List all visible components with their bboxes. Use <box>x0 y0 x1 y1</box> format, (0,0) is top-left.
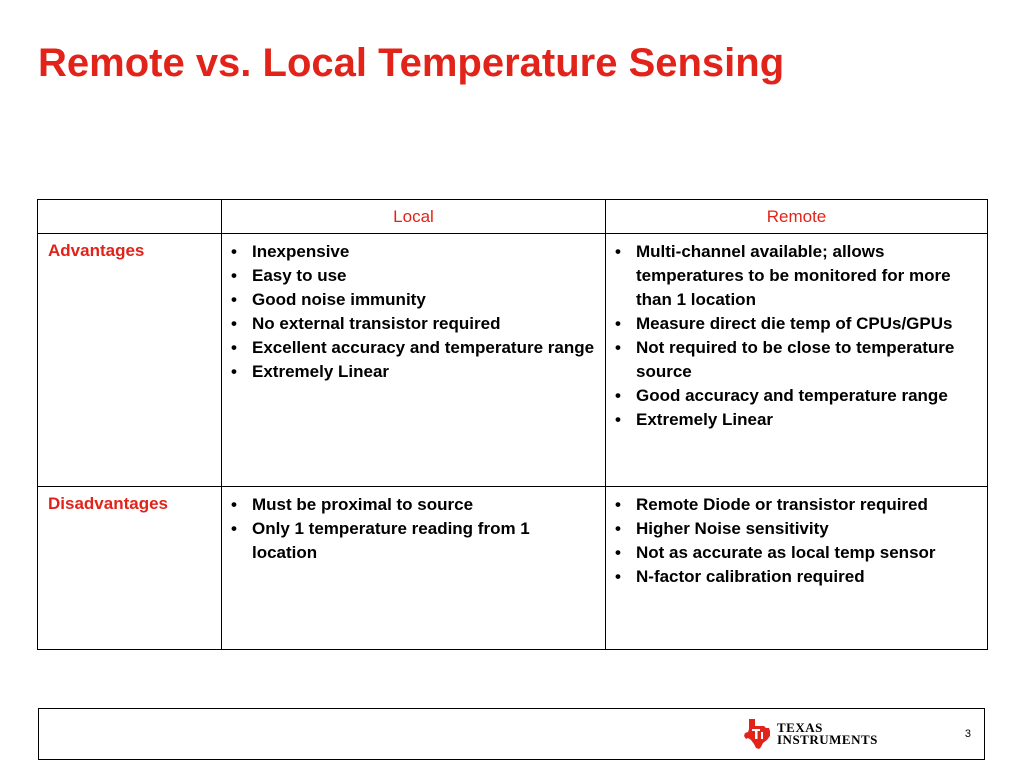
bullet-marker: • <box>231 495 237 514</box>
bullet-item <box>614 312 977 336</box>
bullet-item <box>230 312 595 336</box>
slide-title: Remote vs. Local Temperature Sensing <box>38 41 785 85</box>
disadvantages-remote-cell <box>606 487 988 650</box>
bullet-item <box>230 360 595 384</box>
bullet-text: Must be proximal to source <box>252 495 474 514</box>
bullet-item <box>230 493 595 517</box>
bullet-text: Only 1 temperature reading from 1 location <box>252 519 530 562</box>
bullet-marker: • <box>615 386 621 405</box>
bullet-text: Extremely Linear <box>252 362 390 381</box>
bullet-text: Remote Diode or transistor required <box>636 495 928 514</box>
row-label-advantages: Advantages <box>38 234 222 487</box>
bullet-text: Excellent accuracy and temperature range <box>252 338 595 357</box>
bullet-marker: • <box>615 543 621 562</box>
bullet-item <box>230 240 595 264</box>
advantages-local-list <box>230 240 595 384</box>
bullet-marker: • <box>231 290 237 309</box>
disadvantages-local-cell <box>222 487 606 650</box>
header-cell-remote: Remote <box>606 200 988 234</box>
table-row-disadvantages <box>38 487 988 650</box>
bullet-item <box>230 336 595 360</box>
bullet-marker: • <box>231 266 237 285</box>
bullet-marker: • <box>231 314 237 333</box>
bullet-item <box>614 240 977 312</box>
bullet-marker: • <box>615 567 621 586</box>
bullet-item <box>614 565 977 589</box>
bullet-item <box>230 264 595 288</box>
bullet-item <box>614 384 977 408</box>
bullet-text: N-factor calibration required <box>636 567 865 586</box>
disadvantages-local-list <box>230 493 595 565</box>
bullet-text: Higher Noise sensitivity <box>636 519 829 538</box>
bullet-marker: • <box>231 519 237 538</box>
bullet-item <box>614 541 977 565</box>
bullet-marker: • <box>615 242 621 261</box>
comparison-table <box>37 199 988 650</box>
bullet-item <box>614 517 977 541</box>
bullet-item <box>230 517 595 565</box>
row-label-disadvantages: Disadvantages <box>38 487 222 650</box>
bullet-text: Inexpensive <box>252 242 350 261</box>
table-row-advantages <box>38 234 988 487</box>
bullet-text: Not required to be close to temperature source <box>636 338 955 381</box>
bullet-text: Good accuracy and temperature range <box>636 386 948 405</box>
bullet-item <box>614 336 977 384</box>
bullet-text: Easy to use <box>252 266 347 285</box>
slide-footer <box>38 708 985 760</box>
bullet-marker: • <box>615 314 621 333</box>
bullet-item <box>230 288 595 312</box>
logo-text-line2: INSTRUMENTS <box>777 732 878 747</box>
bullet-text: Multi-channel available; allows temperatures to be monitored for more than 1 location <box>636 242 951 309</box>
bullet-marker: • <box>231 338 237 357</box>
bullet-text: Good noise immunity <box>252 290 426 309</box>
disadvantages-remote-list <box>614 493 977 589</box>
texas-instruments-wordmark <box>777 722 878 746</box>
bullet-marker: • <box>615 410 621 429</box>
bullet-marker: • <box>615 519 621 538</box>
logo-text-line1: TEXAS <box>777 720 823 735</box>
bullet-text: Measure direct die temp of CPUs/GPUs <box>636 314 953 333</box>
bullet-text: Not as accurate as local temp sensor <box>636 543 936 562</box>
table-header-row <box>38 200 988 234</box>
advantages-local-cell <box>222 234 606 487</box>
bullet-text: Extremely Linear <box>636 410 774 429</box>
header-cell-blank <box>38 200 222 234</box>
texas-instruments-logo <box>743 718 878 750</box>
bullet-marker: • <box>615 338 621 357</box>
bullet-marker: • <box>615 495 621 514</box>
bullet-item <box>614 408 977 432</box>
advantages-remote-list <box>614 240 977 432</box>
bullet-marker: • <box>231 362 237 381</box>
header-cell-local: Local <box>222 200 606 234</box>
bullet-marker: • <box>231 242 237 261</box>
texas-instruments-logo-icon <box>743 718 771 750</box>
page-number: 3 <box>964 728 971 740</box>
bullet-item <box>614 493 977 517</box>
bullet-text: No external transistor required <box>252 314 501 333</box>
advantages-remote-cell <box>606 234 988 487</box>
